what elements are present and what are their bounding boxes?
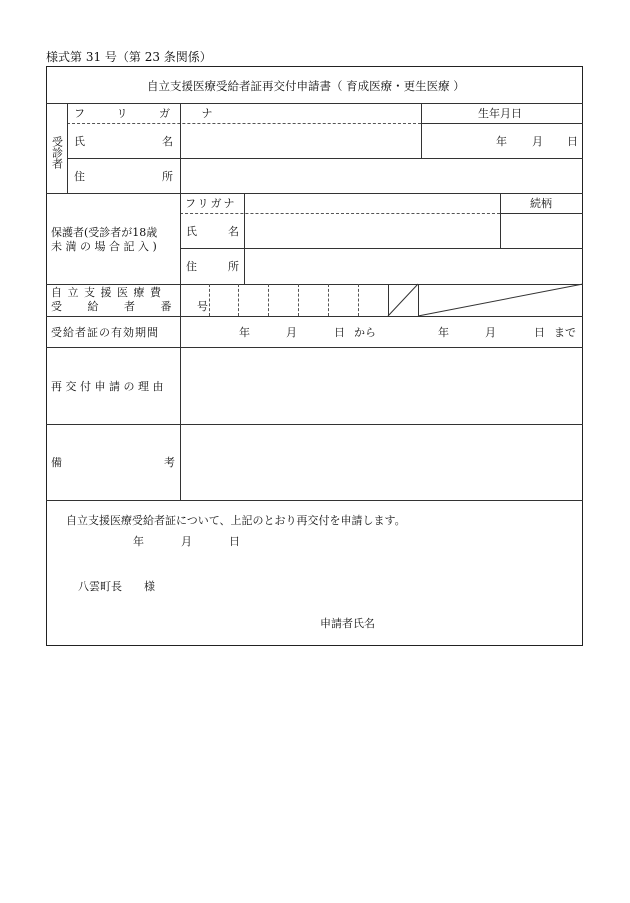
guardian-section-label-2: 未 満 の 場 合 記 入 ) — [51, 240, 157, 253]
declaration-month: 月 — [181, 535, 192, 548]
birthdate-label: 生年月日 — [478, 107, 522, 120]
patient-address-field[interactable] — [181, 159, 582, 192]
validity-to-year: 年 — [438, 326, 449, 339]
birthdate-day: 日 — [567, 135, 578, 148]
recipient-number-field[interactable] — [181, 285, 387, 315]
guardian-section-label-1: 保護者(受診者が18歳 — [51, 226, 158, 239]
guardian-address-label-2: 所 — [228, 260, 239, 273]
form-number: 様式第 31 号（第 23 条関係） — [46, 50, 212, 64]
recipient-number-label-2: 受 給 者 番 号 — [51, 300, 219, 313]
form-title: 自立支援医療受給者証再交付申請書（ 育成医療・更生医療 ） — [147, 79, 465, 93]
guardian-address-field[interactable] — [245, 249, 582, 283]
addressee: 八雲町長 様 — [78, 580, 155, 593]
validity-to-day: 日 — [534, 326, 545, 339]
validity-from-day: 日 — [334, 326, 345, 339]
patient-name-label-1: 氏 — [74, 135, 85, 148]
guardian-name-label-1: 氏 — [186, 225, 197, 238]
patient-address-label-1: 住 — [74, 170, 85, 183]
reason-label: 再 交 付 申 請 の 理 由 — [51, 380, 164, 393]
birthdate-field[interactable] — [422, 124, 582, 157]
applicant-name-label: 申請者氏名 — [320, 617, 375, 630]
guardian-furigana-field[interactable] — [245, 194, 499, 212]
patient-address-label-2: 所 — [162, 170, 173, 183]
declaration-year: 年 — [133, 535, 144, 548]
patient-name-field[interactable] — [181, 124, 420, 157]
validity-from-year: 年 — [239, 326, 250, 339]
validity-label: 受給者証の有効期間 — [51, 326, 159, 339]
remarks-field[interactable] — [181, 425, 582, 499]
reason-field[interactable] — [181, 348, 582, 423]
validity-from-month: 月 — [286, 326, 297, 339]
validity-to-month: 月 — [485, 326, 496, 339]
birthdate-month: 月 — [532, 135, 543, 148]
relation-label: 続柄 — [530, 197, 552, 210]
patient-furigana-field[interactable] — [181, 104, 420, 122]
guardian-address-label-1: 住 — [186, 260, 197, 273]
relation-field[interactable] — [501, 214, 582, 247]
patient-name-label-2: 名 — [162, 135, 173, 148]
remarks-label-1: 備 — [51, 456, 62, 469]
declaration-statement: 自立支援医療受給者証について、上記のとおり再交付を申請します。 — [66, 514, 406, 527]
patient-section-text: 受診者 — [50, 136, 64, 169]
guardian-name-label-2: 名 — [228, 225, 239, 238]
patient-furigana-label: フ リ ガ ナ — [74, 107, 227, 120]
guardian-furigana-label: フリガナ — [185, 197, 237, 210]
validity-to-suffix: まで — [554, 326, 576, 339]
validity-field[interactable] — [181, 317, 582, 346]
remarks-label-2: 考 — [164, 456, 175, 469]
applicant-name-field[interactable] — [380, 610, 575, 634]
birthdate-year: 年 — [496, 135, 507, 148]
declaration-day: 日 — [229, 535, 240, 548]
guardian-name-field[interactable] — [245, 214, 499, 247]
patient-section-label — [50, 136, 64, 172]
validity-from-suffix: から — [354, 326, 376, 339]
recipient-number-label-1: 自 立 支 援 医 療 費 — [51, 286, 162, 299]
